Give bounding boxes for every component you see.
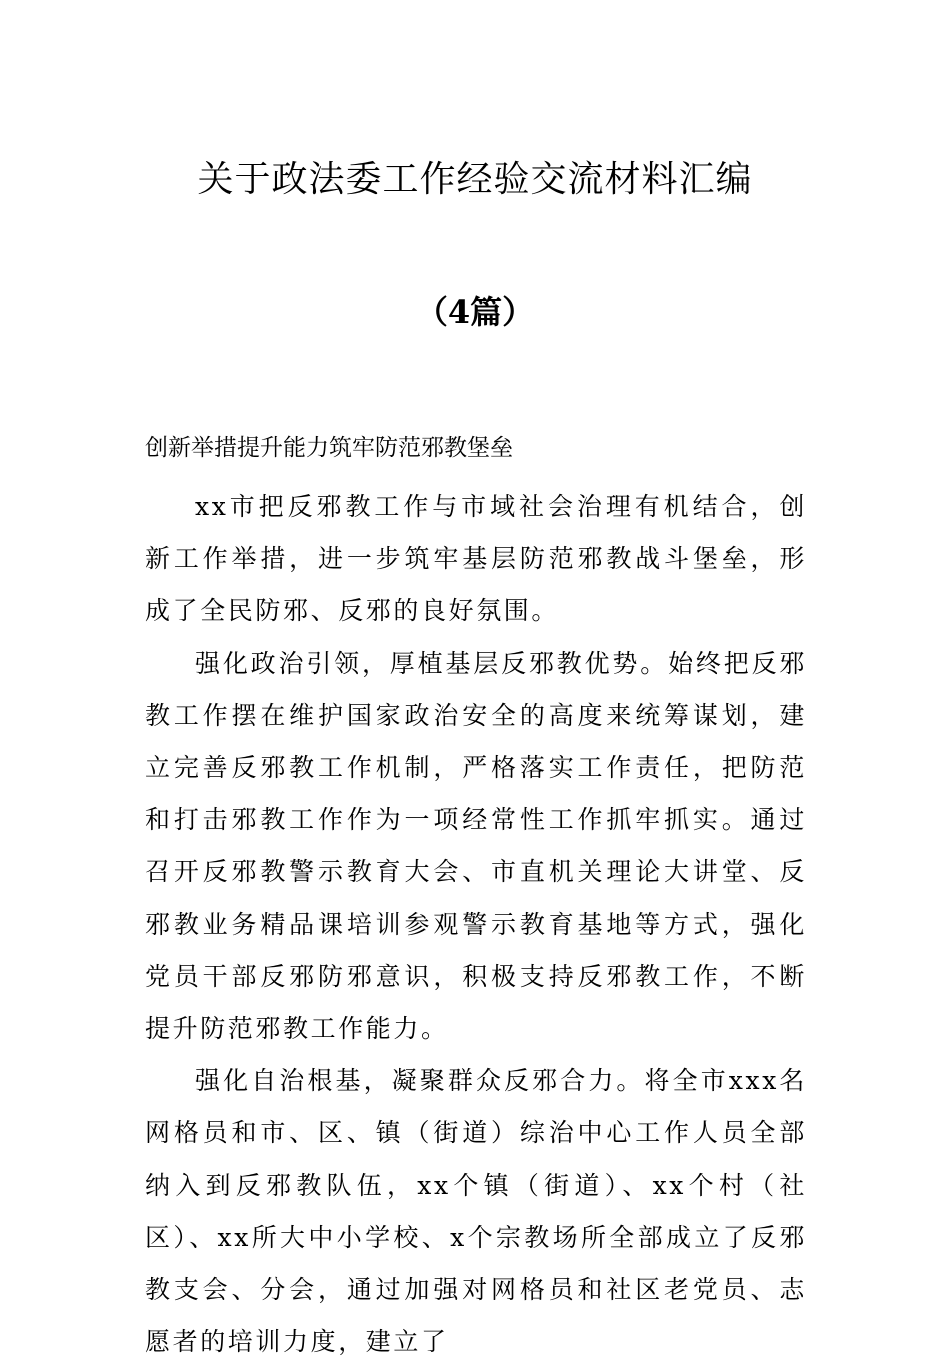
document-title: 关于政法委工作经验交流材料汇编 (197, 159, 753, 200)
document-count: （4篇） (415, 293, 535, 331)
body-paragraph: 强化自治根基，凝聚群众反邪合力。将全市xxx名网格员和市、区、镇（街道）综治中心工作人员全部纳入到反邪教队伍，xx个镇（街道）、xx个村（社区）、xx所大中小学校、x个宗教场所全部成立了反邪教支会、分会，通过加强对网格员和社区老党员、志愿者的培训力度，建立了 (145, 1066, 807, 1357)
article-title: 创新举措提升能力筑牢防范邪教堡垒 (145, 435, 513, 461)
body-paragraph: 强化政治引领，厚植基层反邪教优势。始终把反邪教工作摆在维护国家政治安全的高度来统筹谋划，建立完善反邪教工作机制，严格落实工作责任，把防范和打击邪教工作作为一项经常性工作抓牢抓实。通过召开反邪教警示教育大会、市直机关理论大讲堂、反邪教业务精品课培训参观警示教育基地等方式，强化党员干部反邪防邪意识，积极支持反邪教工作，不断提升防范邪教工作能力。 (145, 648, 807, 1044)
article-body (145, 481, 807, 1368)
body-paragraph: xx市把反邪教工作与市域社会治理有机结合，创新工作举措，进一步筑牢基层防范邪教战斗堡垒，形成了全民防邪、反邪的良好氛围。 (145, 492, 807, 626)
